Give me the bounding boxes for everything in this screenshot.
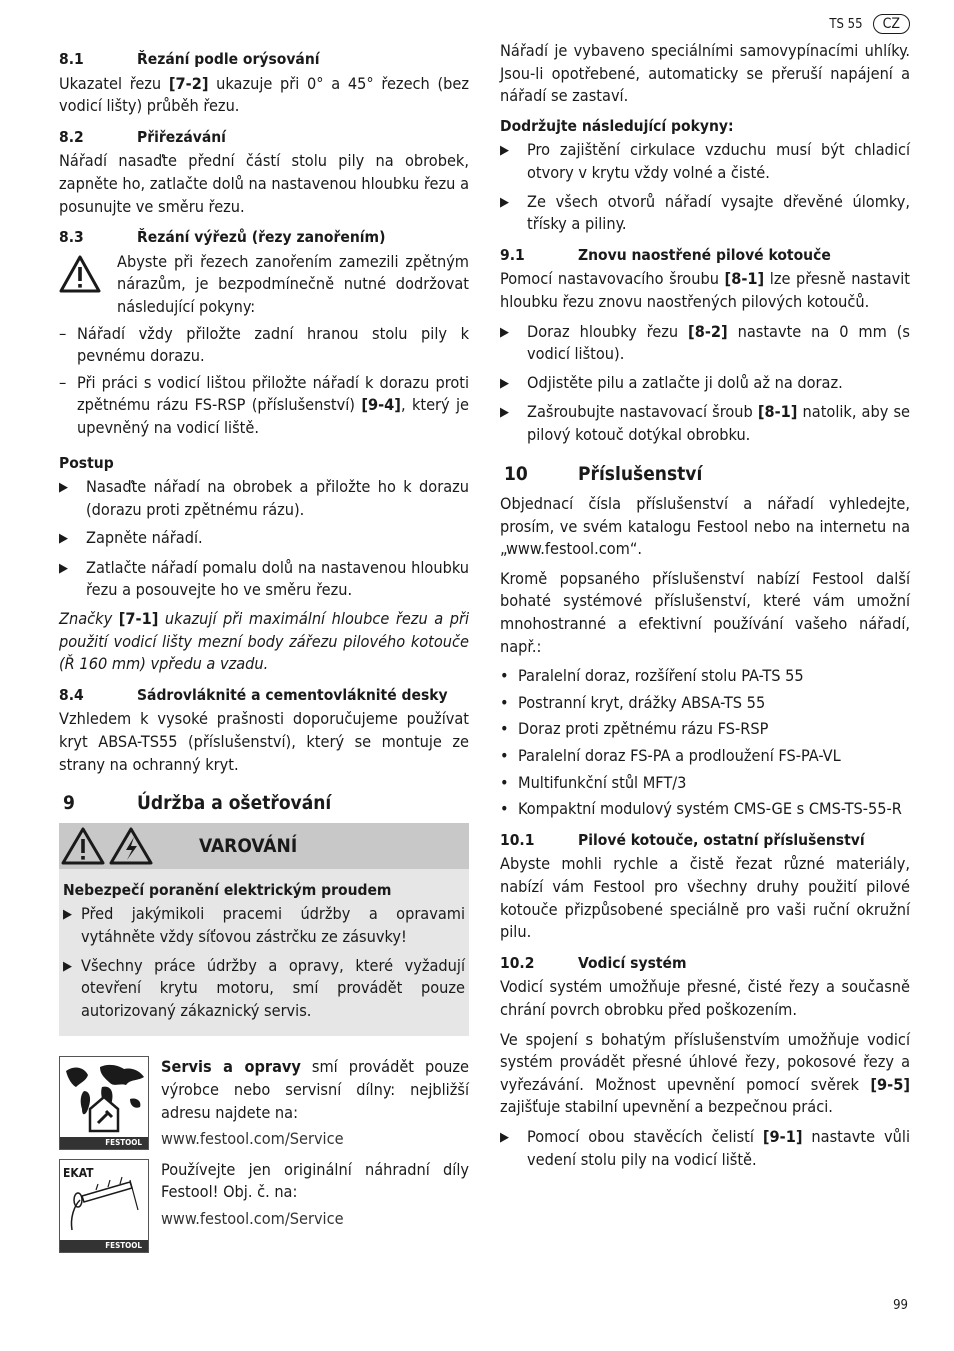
section-9-1-text: Pomocí nastavovacího šroubu [8-1] lze přesně nastavit hloubku řezu znovu naostřených pilových kotoučů. [500,269,910,311]
model-name: TS 55 [829,16,863,32]
right-column: Nářadí je vybaveno speciálními samovypínacími uhlíky. Jsou-li opotřebené, automaticky se přeruší napájení a nářadí se zastaví. Dodržujte následující pokyny: ▶ Pro zajištění cirkulace vzduchu musí být chladicí otvory v krytu vždy volné a čisté. ▶ Ze všech otvorů nářadí vysajte dřevěné úlomky, třísky a piliny. 9.1 Znovu naostřené pilové kotouče Pomocí nastavovacího šroubu [8-1] lze přesně nastavit hloubku řezu znovu naostřených pilových kotoučů. ▶ Doraz hloubky řezu [8-2] nastavte na 0 mm (s vodicí lištou). ▶ Odjistěte pilu a zatlačte ji dolů až na doraz. ▶ Zašroubujte nastavovací šroub [8-1] natolik, aby se pilový kotouč dotýkal obrobku. 10 Příslušenství Objednací čísla příslušenství a nářadí vyhledejte, prosím, ve svém katalogu Festool nebo na internetu na „www.festool.com“. Kromě popsaného příslušenství nabízí Festool další bohaté systémové příslušenství, které vám umožní mnohostranné a efektivní používání vašeho nářadí, např.: • Paralelní doraz, rozšíření stolu PA-TS 55 • Postranní kryt, drážky ABSA-TS 55 • Doraz proti zpětnému rázu FS-RSP • Paralelní doraz FS-PA a prodloužení FS-PA-VL • Multifunkční stůl MFT/3 • Kompaktní modulový systém CMS-GE s CMS-TS-55-R 10.1 Pilové kotouče, ostatní příslušenství Abyste mohli rychle a čistě řezat různé materiály, nabízí vám Festool pro všechny druhy použití pilové kotouče přizpůsobené speciálně pro vaši ruční okružní pilu. 10.2 Vodicí systém Vodicí systém umožňuje přesné, čisté řezy a současně chrání povrch obrobku před poškozením. Ve spojení s bohatým příslušenstvím umožňuje vodicí systém provádět přesné úhlové řezy, pokosové řezy a vyřezávání. Možnost upevnění pomocí svěrek [9-5] zajišťuje stabilní upevnění a bezpečnou práci. ▶ Pomocí obou stavěcích čelistí [9-1] nastavte vůli vedení stolu pily na vodicí liště. [500,40,910,1177]
procedure-heading: Postup [59,453,114,472]
service-world-map-icon: FESTOOL [59,1056,149,1150]
warning-box-body: Nebezpečí poranění elektrickým proudem ▶ Před jakýmikoli pracemi údržby a opravami vytáhněte vždy síťovou zástrčku ze zásuvky! ▶ Všechny práce údržby a opravy, které vyžadují otevření krytu motoru, smí provádět pouze autorizovaný zákaznický servis. [59,869,469,1037]
spare-parts-block: EKAT FESTOOL Používejte jen originální náhradní díly Festool! Obj. č. na: www.festool.com/Service [59,1159,469,1253]
arrow-icon: ▶ [59,480,68,496]
arrow-icon: ▶ [59,560,68,576]
plunge-cut-warning: Abyste při řezech zanořením zamezili zpětným nárazům, je bezpodmínečně nutné dodržovat následující pokyny: [59,251,469,319]
section-8-3-heading: 8.3 Řezání výřezů (řezy zanořením) [59,228,386,247]
section-8-2-text: Nářadí nasaďte přední částí stolu pily na obrobek, zapněte ho, zatlačte dolů na nastavenou hloubku řezu a posunujte ve směru řezu. [59,151,469,216]
section-8-4-text: Vzhledem k vysoké prašnosti doporučujeme používat kryt ABSA-TS55 (příslušenství), který se montuje ze strany na ochranný kryt. [59,709,469,774]
section-10-2-heading: 10.2 Vodicí systém [500,953,687,972]
spare-parts-link[interactable]: www.festool.com/Service [161,1208,344,1228]
accessory-list [500,665,910,821]
list-item: ▶ Odjistěte pilu a zatlačte ji dolů až na doraz. [500,372,910,396]
list-item: ▶ Zapněte nářadí. [59,527,469,551]
section-10-heading: 10 Příslušenství [504,462,703,485]
accessory-item: • Postranní kryt, drážky ABSA-TS 55 [500,692,910,715]
marks-note: Značky [7-1] ukazují při maximální hloubce řezu a při použití vodicí lišty mezní body zářezu pilového kotouče (Ř 160 mm) vpředu a vzadu. [59,609,469,674]
warning-triangle-icon [59,251,117,319]
arrow-icon: ▶ [59,531,68,547]
brushes-text: Nářadí je vybaveno speciálními samovypínacími uhlíky. Jsou-li opotřebené, automaticky se přeruší napájení a nářadí se zastaví. [500,41,910,106]
section-9-heading: 9 Údržba a ošetřování [63,792,332,815]
bullet-icon: • [500,692,509,712]
warning-box-header [59,823,469,869]
arrow-icon: ▶ [500,1129,509,1145]
bullet-icon: • [500,719,509,739]
list-item: ▶ Nasaďte nářadí na obrobek a přiložte ho k dorazu (dorazu proti zpětnému rázu). [59,476,469,521]
left-column [59,40,469,1261]
bullet-icon: • [500,799,509,819]
accessory-item: • Paralelní doraz, rozšíření stolu PA-TS 55 [500,665,910,688]
accessory-item: • Doraz proti zpětnému rázu FS-RSP [500,718,910,741]
arrow-icon: ▶ [500,405,509,421]
page-number: 99 [893,1298,908,1313]
service-link[interactable]: www.festool.com/Service [161,1129,344,1149]
bullet-icon: • [500,666,509,686]
list-item: ▶ Před jakýmikoli pracemi údržby a opravami vytáhněte vždy síťovou zástrčku ze zásuvky! [63,903,465,948]
accessory-item: • Paralelní doraz FS-PA a prodloužení FS-PA-VL [500,745,910,768]
list-item: ▶ Pomocí obou stavěcích čelistí [9-1] nastavte vůli vedení stolu pily na vodicí liště. [500,1126,910,1171]
list-item: ▶ Doraz hloubky řezu [8-2] nastavte na 0 mm (s vodicí lištou). [500,321,910,366]
warning-triangle-icon [61,827,105,865]
list-item: – Při práci s vodicí lištou přiložte nářadí k dorazu proti zpětnému rázu FS-RSP (příslušenství) [9-4], který je upevněný na vodicí liště. [59,372,469,437]
spare-parts-icon: EKAT FESTOOL [59,1159,149,1253]
page-header [829,14,910,34]
arrow-icon: ▶ [63,958,72,974]
arrow-icon: ▶ [63,907,72,923]
bullet-icon: • [500,746,509,766]
arrow-icon: ▶ [500,375,509,391]
bullet-icon: • [500,772,509,792]
arrow-icon: ▶ [500,194,509,210]
list-item: – Nářadí vždy přiložte zadní hranou stolu pily k pevnému dorazu. [59,323,469,366]
accessory-item: • Kompaktní modulový systém CMS-GE s CMS-TS-55-R [500,798,910,821]
arrow-icon: ▶ [500,324,509,340]
section-8-2-heading: 8.2 Přiřezávání [59,127,226,146]
list-item: ▶ Pro zajištění cirkulace vzduchu musí být chladicí otvory v krytu vždy volné a čisté. [500,139,910,184]
section-8-1-text: Ukazatel řezu [7-2] ukazuje při 0° a 45° řezech (bez vodicí lišty) průběh řezu. [59,73,469,116]
section-10-1-heading: 10.1 Pilové kotouče, ostatní příslušenství [500,830,865,849]
follow-heading: Dodržujte následující pokyny: [500,116,734,135]
list-item: ▶ Zašroubujte nastavovací šroub [8-1] natolik, aby se pilový kotouč dotýkal obrobku. [500,401,910,446]
arrow-icon: ▶ [500,143,509,159]
accessory-item: • Multifunkční stůl MFT/3 [500,772,910,795]
language-badge: CZ [873,14,910,34]
service-block: FESTOOL Servis a opravy smí provádět pouze výrobce nebo servisní dílny: nejbližší adresu najdete na: www.festool.com/Service [59,1056,469,1150]
list-item: ▶ Zatlačte nářadí pomalu dolů na nastavenou hloubku řezu a posouvejte ho ve směru řezu. [59,557,469,602]
section-9-1-heading: 9.1 Znovu naostřené pilové kotouče [500,245,831,264]
section-8-4-heading: 8.4 Sádrovláknité a cementovláknité desky [59,685,448,704]
section-8-1-heading: 8.1 Řezání podle orýsování [59,50,320,68]
list-item: ▶ Ze všech otvorů nářadí vysajte dřevěné úlomky, třísky a piliny. [500,191,910,236]
electric-shock-icon [109,827,153,865]
list-item: ▶ Všechny práce údržby a opravy, které vyžadují otevření krytu motoru, smí provádět pouze autorizovaný zákaznický servis. [63,955,465,1023]
warning-title: VAROVÁNÍ [199,834,298,857]
